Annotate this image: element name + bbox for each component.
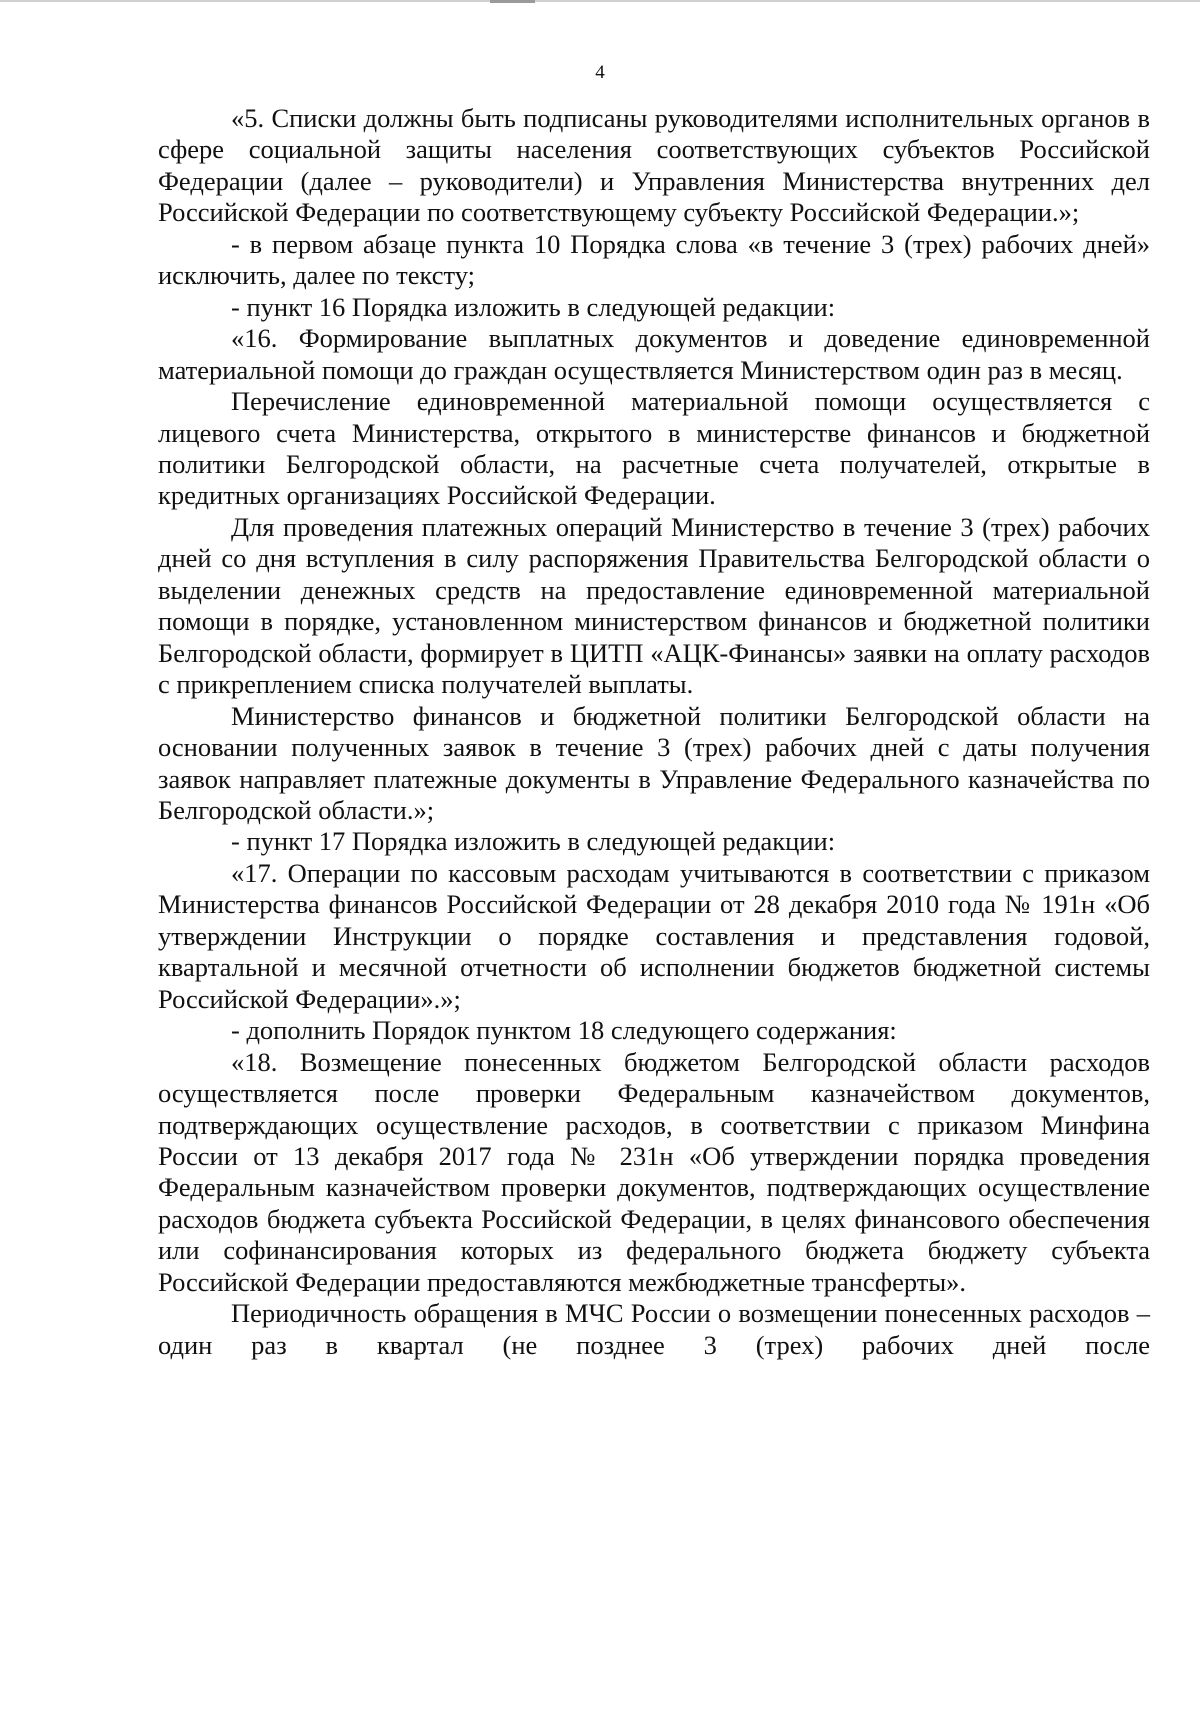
page-number: 4 (595, 62, 605, 83)
scan-artifact-mark (490, 0, 535, 3)
paragraph-item-5-text: «5. Списки должны быть подписаны руководителями исполнительных органов в сфере социальной защиты населения соответствующих субъектов Российской Федерации (далее – руководители) и Управления Министерства внутренних дел Российской Федерации по соответствующему субъекту Российской Федерации.»; (158, 103, 1150, 228)
paragraph-item-17-text: «17. Операции по кассовым расходам учитываются в соответствии с приказом Министерства финансов Российской Федерации от 28 декабря 2010 года № 191н «Об утверждении Инструкции о порядке составления и представления годовой, квартальной и месячной отчетности об исполнении бюджетов бюджетной системы Российской Федерации».»; (158, 857, 1150, 1014)
paragraph-finance-ministry: Министерство финансов и бюджетной политики Белгородской области на основании полученных заявок в течение 3 (трех) рабочих дней с даты получения заявок направляет платежные документы в Управление Федерального казначейства по Белгородской области.»; (158, 700, 1150, 825)
scan-edge-line (0, 0, 1200, 2)
paragraph-amendment-point-10: - в первом абзаце пункта 10 Порядка слова «в течение 3 (трех) рабочих дней» исключить, далее по тексту; (158, 228, 1150, 291)
paragraph-item-16-text: «16. Формирование выплатных документов и доведение единовременной материальной помощи до граждан осуществляется Министерством один раз в месяц. (158, 323, 1150, 385)
paragraph-transfer-accounts: Перечисление единовременной материальной помощи осуществляется с лицевого счета Министерства, открытого в министерстве финансов и бюджетной политики Белгородской области, на расчетные счета получателей, открытые в кредитных организациях Российской Федерации. (158, 386, 1150, 511)
paragraph-amendment-point-17: - пункт 17 Порядка изложить в следующей редакции: (231, 826, 836, 857)
paragraph-item-18-text: «18. Возмещение понесенных бюджетом Белгородской области расходов осуществляется после проверки Федеральным казначейством документов, подтверждающих осуществление расходов, в соответствии с приказом Минфина России от 13 декабря 2017 года № 231н «Об утверждении порядка проведения Федеральным казначейством проверки документов, подтверждающих осуществление расходов бюджета субъекта Российской Федерации, в целях финансового обеспечения или софинансирования которых из федерального бюджета бюджету субъекта Российской Федерации предоставляются межбюджетные трансферты». (158, 1046, 1150, 1297)
paragraph-amendment-point-16: - пункт 16 Порядка изложить в следующей редакции: (231, 291, 836, 322)
paragraph-payment-operations: Для проведения платежных операций Министерство в течение 3 (трех) рабочих дней со дня вступления в силу распоряжения Правительства Белгородской области о выделении денежных средств на предоставление единовременной материальной помощи в порядке, установленном министерством финансов и бюджетной политики Белгородской области, формирует в ЦИТП «АЦК-Финансы» заявки на оплату расходов с прикреплением списка получателей выплаты. (158, 511, 1150, 700)
paragraph-reimbursement-frequency: Периодичность обращения в МЧС России о возмещении понесенных расходов – один раз в квартал (не позднее 3 (трех) рабочих дней после (158, 1298, 1150, 1360)
paragraph-add-point-18: - дополнить Порядок пунктом 18 следующего содержания: (231, 1015, 897, 1046)
document-body (158, 103, 1150, 1361)
